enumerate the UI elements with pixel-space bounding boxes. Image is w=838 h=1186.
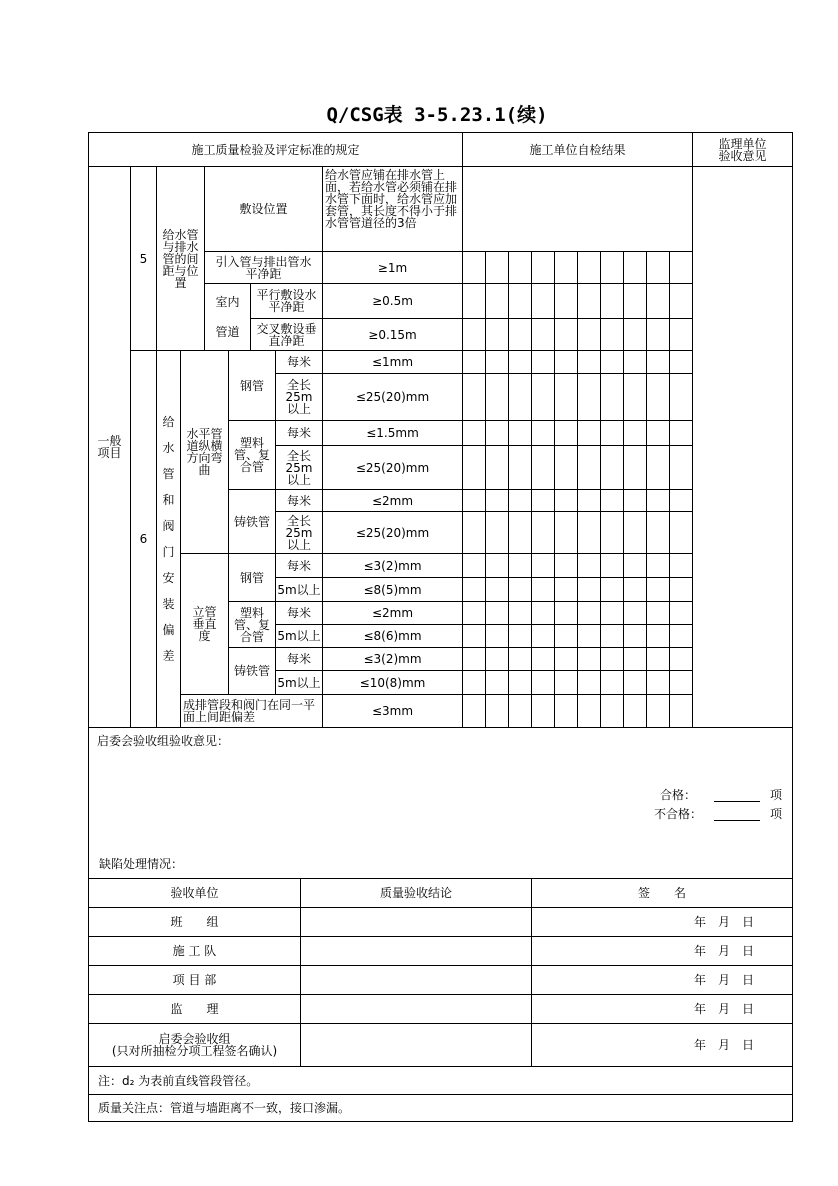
self-check-cell[interactable] [669,373,693,421]
h-plastic: 塑料管、复合管 [228,420,276,490]
self-check-cell[interactable] [485,251,509,284]
sign-unit: 班 组 [88,907,301,937]
self-check-cell[interactable] [508,670,532,695]
self-check-cell[interactable] [646,350,670,374]
self-check-cell[interactable] [485,577,509,602]
v-plastic: 塑料管、复合管 [228,601,276,648]
self-check-cell[interactable] [485,601,509,625]
self-check-cell[interactable] [554,373,578,421]
value: ≤2mm [322,489,463,512]
per-meter: 每米 [275,553,323,578]
parallel-value: ≥0.5m [322,283,463,319]
self-check-cell[interactable] [669,251,693,284]
horizontal-bend-label: 水平管道纵横方向弯曲 [180,350,229,554]
self-check-cell[interactable] [646,670,670,695]
self-check-cell[interactable] [485,373,509,421]
self-check-cell[interactable] [600,445,624,490]
sign-header-conclusion: 质量验收结论 [300,878,532,908]
self-check-cell[interactable] [669,670,693,695]
self-check-cell[interactable] [646,420,670,446]
self-check-cell[interactable] [554,694,578,728]
self-check-cell[interactable] [646,445,670,490]
indoor-pipe-label [204,283,251,351]
self-check-cell[interactable] [669,624,693,648]
self-check-cell[interactable] [646,251,670,284]
self-check-cell[interactable] [623,670,647,695]
self-check-cell[interactable] [577,577,601,602]
cross-value: ≥0.15m [322,318,463,351]
self-check-cell[interactable] [508,489,532,512]
value: ≤25(20)mm [322,445,463,490]
self-check-cell[interactable] [600,373,624,421]
self-check-cell[interactable] [623,553,647,578]
self-check-cell[interactable] [531,318,555,351]
self-check-cell[interactable] [462,553,486,578]
self-check-cell[interactable] [485,511,509,554]
value: ≤10(8)mm [322,670,463,695]
defect-label: 缺陷处理情况： [99,857,184,871]
header-supervisor: 监理单位验收意见 [692,132,793,167]
self-check-cell[interactable] [577,601,601,625]
self-check-cell[interactable] [669,647,693,671]
self-check-cell[interactable] [600,489,624,512]
self-check-cell[interactable] [577,350,601,374]
value: ≤8(5)mm [322,577,463,602]
category-general: 一般项目 [88,166,131,728]
self-check-cell[interactable] [623,577,647,602]
sign-date[interactable]: 年 月 日 [531,1023,793,1067]
vertical-label: 立管垂直度 [180,553,229,695]
self-check-cell[interactable] [554,489,578,512]
parallel-label: 平行敷设水平净距 [250,283,323,319]
self-check-cell[interactable] [462,251,486,284]
item-6-no: 6 [130,350,157,728]
self-check-cell[interactable] [531,577,555,602]
self-check-cell[interactable] [508,445,532,490]
self-check-cell[interactable] [577,670,601,695]
self-check-cell[interactable] [554,445,578,490]
self-check-merged-cell[interactable] [462,166,693,252]
self-check-cell[interactable] [577,373,601,421]
header-self-check: 施工单位自检结果 [462,132,693,167]
self-check-cell[interactable] [462,350,486,374]
self-check-cell[interactable] [600,647,624,671]
self-check-cell[interactable] [554,251,578,284]
self-check-cell[interactable] [485,670,509,695]
self-check-cell[interactable] [600,624,624,648]
self-check-cell[interactable] [577,420,601,446]
value: ≤25(20)mm [322,511,463,554]
note: 注：d₂ 为表前直线管段管径。 [88,1066,793,1095]
self-check-cell[interactable] [554,553,578,578]
per-meter: 每米 [275,350,323,374]
self-check-cell[interactable] [531,420,555,446]
per-meter: 每米 [275,647,323,671]
self-check-cell[interactable] [462,283,486,319]
self-check-cell[interactable] [669,420,693,446]
self-check-cell[interactable] [600,350,624,374]
h-cast-iron: 铸铁管 [228,489,276,554]
self-check-cell[interactable] [462,670,486,695]
per-meter: 每米 [275,420,323,446]
self-check-cell[interactable] [508,251,532,284]
self-check-cell[interactable] [508,420,532,446]
sign-unit: 项 目 部 [88,965,301,995]
self-check-cell[interactable] [485,420,509,446]
self-check-cell[interactable] [462,445,486,490]
self-check-cell[interactable] [623,647,647,671]
self-check-cell[interactable] [623,511,647,554]
sign-header-signature: 签 名 [531,878,793,908]
pass-unit: 项 [770,788,783,802]
self-check-cell[interactable] [646,489,670,512]
self-check-cell[interactable] [531,283,555,319]
self-check-cell[interactable] [669,283,693,319]
self-check-cell[interactable] [600,577,624,602]
self-check-cell[interactable] [554,350,578,374]
self-check-cell[interactable] [623,420,647,446]
self-check-cell[interactable] [646,553,670,578]
self-check-cell[interactable] [623,445,647,490]
sign-header-unit: 验收单位 [88,878,301,908]
self-check-cell[interactable] [462,647,486,671]
self-check-cell[interactable] [462,420,486,446]
item-5-name: 给水管与排水管的间距与位置 [156,166,205,351]
self-check-cell[interactable] [531,624,555,648]
over-5m: 5m以上 [275,577,323,602]
self-check-cell[interactable] [623,350,647,374]
self-check-cell[interactable] [623,318,647,351]
self-check-cell[interactable] [577,624,601,648]
value: ≤3(2)mm [322,553,463,578]
pass-blank[interactable] [714,789,760,802]
self-check-cell[interactable] [600,318,624,351]
self-check-cell[interactable] [669,445,693,490]
per-meter: 每米 [275,489,323,512]
self-check-cell[interactable] [508,647,532,671]
h-steel: 钢管 [228,350,276,421]
self-check-cell[interactable] [600,601,624,625]
self-check-cell[interactable] [485,283,509,319]
over-5m: 5m以上 [275,670,323,695]
self-check-cell[interactable] [462,694,486,728]
value: ≤3mm [322,694,463,728]
self-check-cell[interactable] [554,283,578,319]
self-check-cell[interactable] [669,553,693,578]
self-check-cell[interactable] [462,489,486,512]
committee-opinion-label: 启委会验收组验收意见： [97,734,230,748]
v-cast-iron: 铸铁管 [228,647,276,695]
self-check-cell[interactable] [531,350,555,374]
row-valve-label: 成排管段和阀门在同一平面上间距偏差 [180,694,323,728]
self-check-cell[interactable] [646,601,670,625]
self-check-cell[interactable] [462,624,486,648]
sign-conclusion[interactable] [300,907,532,937]
full-length: 全长25m以上 [275,511,323,554]
self-check-cell[interactable] [508,318,532,351]
self-check-cell[interactable] [600,670,624,695]
self-check-cell[interactable] [508,553,532,578]
self-check-cell[interactable] [485,489,509,512]
value: ≤8(6)mm [322,624,463,648]
full-length: 全长25m以上 [275,445,323,490]
self-check-cell[interactable] [508,511,532,554]
self-check-cell[interactable] [669,350,693,374]
self-check-cell[interactable] [554,624,578,648]
self-check-cell[interactable] [600,694,624,728]
self-check-cell[interactable] [462,373,486,421]
self-check-cell[interactable] [531,489,555,512]
self-check-cell[interactable] [669,489,693,512]
self-check-cell[interactable] [531,445,555,490]
self-check-cell[interactable] [600,283,624,319]
self-check-cell[interactable] [623,283,647,319]
full-length: 全长25m以上 [275,373,323,421]
self-check-cell[interactable] [554,511,578,554]
sign-conclusion[interactable] [300,936,532,966]
self-check-cell[interactable] [646,647,670,671]
self-check-cell[interactable] [531,511,555,554]
per-meter: 每米 [275,601,323,625]
self-check-cell[interactable] [577,489,601,512]
self-check-cell[interactable] [485,553,509,578]
self-check-cell[interactable] [462,577,486,602]
inlet-outlet-value: ≥1m [322,251,463,284]
indoor-label-b: 管道 [215,325,240,339]
value: ≤1mm [322,350,463,374]
self-check-cell[interactable] [485,624,509,648]
value: ≤2mm [322,601,463,625]
supervisor-opinion-cell[interactable] [692,166,793,728]
sign-date[interactable]: 年 月 日 [531,936,793,966]
self-check-cell[interactable] [577,694,601,728]
form-title: Q/CSG表 3-5.23.1(续) [326,104,548,126]
value: ≤3(2)mm [322,647,463,671]
self-check-cell[interactable] [669,601,693,625]
cross-label: 交叉敷设垂直净距 [250,318,323,351]
committee-opinion-box[interactable] [88,727,793,879]
self-check-cell[interactable] [623,601,647,625]
self-check-cell[interactable] [508,283,532,319]
value: ≤25(20)mm [322,373,463,421]
self-check-cell[interactable] [646,694,670,728]
fail-blank[interactable] [714,808,760,821]
self-check-cell[interactable] [508,624,532,648]
self-check-cell[interactable] [669,511,693,554]
item-5-no: 5 [130,166,157,351]
self-check-cell[interactable] [462,318,486,351]
self-check-cell[interactable] [531,373,555,421]
self-check-cell[interactable] [646,283,670,319]
sign-conclusion[interactable] [300,1023,532,1067]
self-check-cell[interactable] [554,318,578,351]
self-check-cell[interactable] [600,420,624,446]
self-check-cell[interactable] [577,445,601,490]
self-check-cell[interactable] [485,694,509,728]
self-check-cell[interactable] [531,694,555,728]
pass-count [660,788,782,802]
self-check-cell[interactable] [554,420,578,446]
value: ≤1.5mm [322,420,463,446]
self-check-cell[interactable] [554,601,578,625]
sign-unit: 启委会验收组 (只对所抽检分项工程签名确认) [88,1023,301,1067]
self-check-cell[interactable] [577,251,601,284]
self-check-cell[interactable] [646,373,670,421]
self-check-cell[interactable] [508,694,532,728]
fail-unit: 项 [770,807,783,821]
fail-label: 不合格： [654,807,703,821]
self-check-cell[interactable] [531,647,555,671]
self-check-cell[interactable] [508,577,532,602]
sign-date[interactable]: 年 月 日 [531,994,793,1024]
self-check-cell[interactable] [485,350,509,374]
header-standard: 施工质量检验及评定标准的规定 [88,132,463,167]
self-check-cell[interactable] [669,577,693,602]
self-check-cell[interactable] [577,511,601,554]
self-check-cell[interactable] [554,647,578,671]
v-steel: 钢管 [228,553,276,602]
self-check-cell[interactable] [554,670,578,695]
self-check-cell[interactable] [600,251,624,284]
sign-conclusion[interactable] [300,994,532,1024]
self-check-cell[interactable] [669,318,693,351]
laying-requirement: 给水管应铺在排水管上面，若给水管必须铺在排水管下面时，给水管应加套管，其长度不得小于排水管管道径的3倍 [322,166,463,252]
self-check-cell[interactable] [623,373,647,421]
self-check-cell[interactable] [600,511,624,554]
self-check-cell[interactable] [623,694,647,728]
self-check-cell[interactable] [531,251,555,284]
quality-focus: 质量关注点：管道与墙距离不一致，接口渗漏。 [88,1094,793,1122]
self-check-cell[interactable] [600,553,624,578]
self-check-cell[interactable] [577,283,601,319]
sign-date[interactable]: 年 月 日 [531,965,793,995]
self-check-cell[interactable] [485,647,509,671]
self-check-cell[interactable] [531,553,555,578]
self-check-cell[interactable] [531,670,555,695]
self-check-cell[interactable] [646,318,670,351]
self-check-cell[interactable] [646,577,670,602]
fail-count [654,807,782,821]
self-check-cell[interactable] [577,647,601,671]
pass-label: 合格： [660,788,697,802]
self-check-cell[interactable] [577,553,601,578]
sign-unit: 施 工 队 [88,936,301,966]
sign-unit: 监 理 [88,994,301,1024]
over-5m: 5m以上 [275,624,323,648]
self-check-cell[interactable] [623,624,647,648]
self-check-cell[interactable] [669,694,693,728]
self-check-cell[interactable] [646,624,670,648]
self-check-cell[interactable] [462,511,486,554]
inlet-outlet-label: 引入管与排出管水平净距 [204,251,323,284]
indoor-label-a: 室内 [215,295,240,309]
self-check-cell[interactable] [485,445,509,490]
self-check-cell[interactable] [554,577,578,602]
self-check-cell[interactable] [577,318,601,351]
self-check-cell[interactable] [485,318,509,351]
self-check-cell[interactable] [508,350,532,374]
self-check-cell[interactable] [508,373,532,421]
laying-position: 敷设位置 [204,166,323,252]
item-6-name: 给水管和阀门安装偏差 [156,350,181,728]
sign-conclusion[interactable] [300,965,532,995]
self-check-cell[interactable] [623,251,647,284]
self-check-cell[interactable] [646,511,670,554]
self-check-cell[interactable] [623,489,647,512]
self-check-cell[interactable] [531,601,555,625]
self-check-cell[interactable] [462,601,486,625]
sign-date[interactable]: 年 月 日 [531,907,793,937]
self-check-cell[interactable] [508,601,532,625]
